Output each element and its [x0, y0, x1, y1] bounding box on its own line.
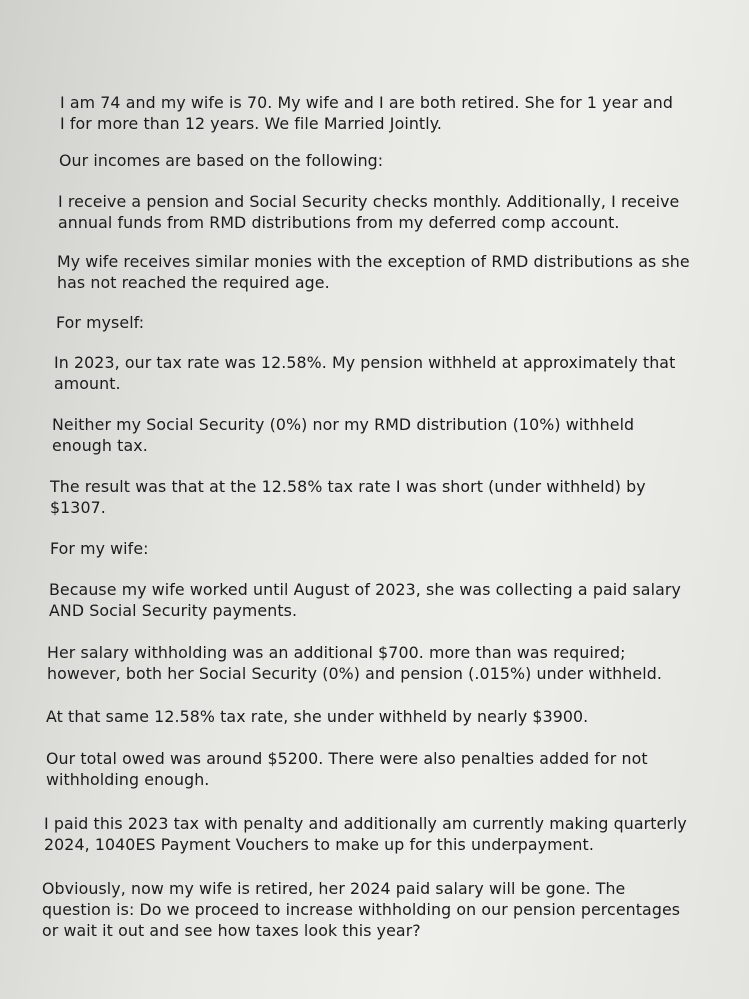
- paragraph-incomes-intro: Our incomes are based on the following:: [59, 151, 384, 170]
- paragraph-salary-withholding: Her salary withholding was an additional $700. more than was required; however, both her Social Security (0%) and pension (.015%) under withheld.: [47, 643, 662, 683]
- paragraph-same-rate: At that same 12.58% tax rate, she under withheld by nearly $3900.: [46, 707, 589, 726]
- paragraph-result: The result was that at the 12.58% tax rate I was short (under withheld) by $1307.: [50, 477, 646, 517]
- paragraph-my-income: I receive a pension and Social Security checks monthly. Additionally, I receive annual funds from RMD distributions from my deferred comp account.: [58, 192, 680, 232]
- page-top-edge-mark: [350, 0, 410, 2]
- paragraph-tax-rate: In 2023, our tax rate was 12.58%. My pension withheld at approximately that amount.: [54, 353, 676, 393]
- paragraph-paid: I paid this 2023 tax with penalty and additionally am currently making quarterly 2024, 1040ES Payment Vouchers to make up for this underpayment.: [44, 814, 687, 854]
- paragraph-question: Obviously, now my wife is retired, her 2024 paid salary will be gone. The question is: Do we proceed to increase withholding on our pension percentages or wait it out and see how taxes look this year?: [42, 879, 681, 940]
- paragraph-wife-worked: Because my wife worked until August of 2023, she was collecting a paid salary AND Social Security payments.: [49, 580, 681, 620]
- paragraph-ages: I am 74 and my wife is 70. My wife and I are both retired. She for 1 year and I for more than 12 years. We file Married Jointly.: [60, 93, 673, 133]
- paragraph-total-owed: Our total owed was around $5200. There were also penalties added for not withholding enough.: [46, 749, 648, 789]
- paragraph-wife-income: My wife receives similar monies with the exception of RMD distributions as she has not reached the required age.: [57, 252, 690, 292]
- paragraph-neither: Neither my Social Security (0%) nor my RMD distribution (10%) withheld enough tax.: [52, 415, 635, 455]
- paragraph-for-myself: For myself:: [56, 313, 145, 332]
- paragraph-for-wife: For my wife:: [50, 539, 149, 558]
